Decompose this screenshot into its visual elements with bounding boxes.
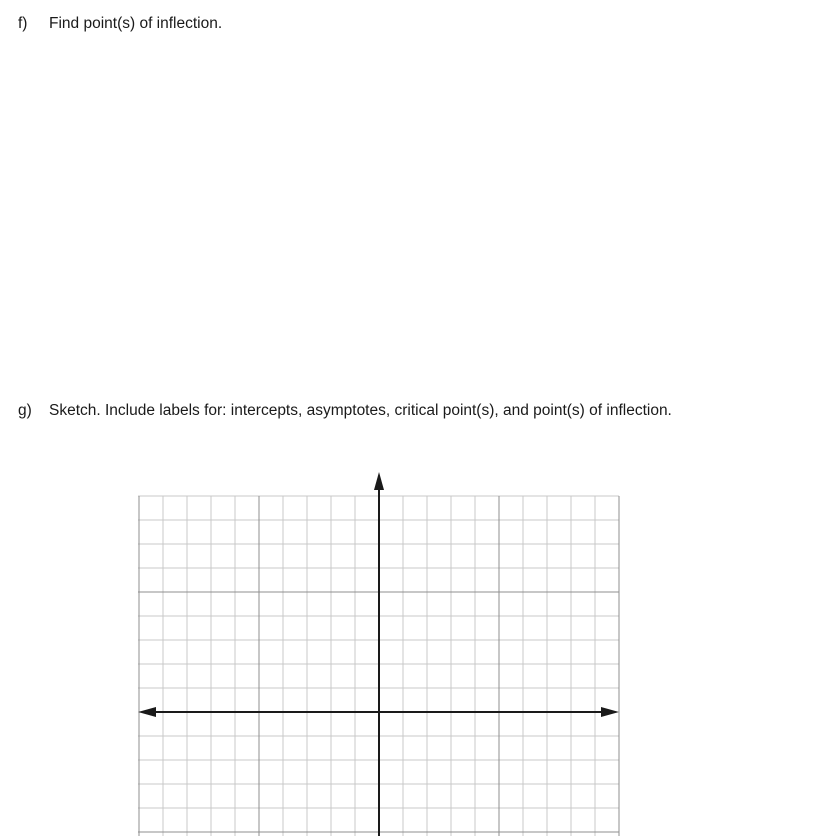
x-axis-left-arrow-icon (138, 707, 156, 717)
question-f-label: f) (18, 15, 28, 32)
question-g-label: g) (18, 402, 32, 419)
x-axis-right-arrow-icon (601, 707, 619, 717)
y-axis-up-arrow-icon (374, 472, 384, 490)
question-f-text: Find point(s) of inflection. (49, 15, 223, 32)
question-g-text: Sketch. Include labels for: intercepts, asymptotes, critical point(s), and point(s) of inflection. (49, 402, 672, 419)
